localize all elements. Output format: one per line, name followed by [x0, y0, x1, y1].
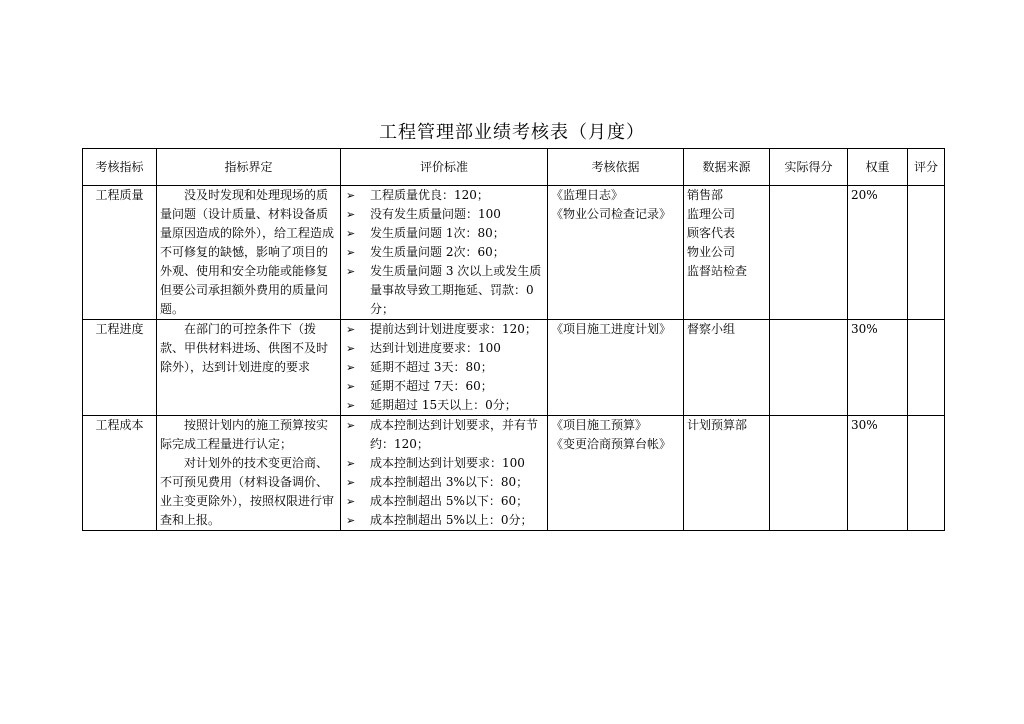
criteria-item	[344, 205, 544, 224]
source-item: 销售部	[687, 188, 724, 202]
weight-cell: 30%	[848, 416, 908, 531]
actual-score-cell[interactable]	[770, 416, 848, 531]
source-item: 物业公司	[687, 245, 736, 259]
header-definition: 指标界定	[157, 149, 341, 186]
definition-paragraph: 按照计划内的施工预算按实际完成工程量进行认定；	[160, 418, 329, 451]
table-row	[83, 320, 945, 416]
basis-item: 《变更洽商预算台帐》	[551, 437, 672, 451]
arrow-bullet-icon: ➢	[346, 399, 356, 412]
header-row	[83, 149, 945, 186]
criteria-text: 成本控制超出 3%以下：80；	[370, 475, 529, 489]
source-cell	[684, 186, 770, 320]
definition-cell	[157, 320, 341, 416]
criteria-text: 达到计划进度要求：100	[370, 341, 501, 355]
basis-item: 《监理日志》	[551, 188, 624, 202]
basis-item: 《物业公司检查记录》	[551, 207, 672, 221]
arrow-bullet-icon: ➢	[346, 419, 356, 432]
criteria-text: 成本控制达到计划要求：100	[370, 456, 525, 470]
criteria-cell	[341, 186, 548, 320]
definition-paragraph: 没及时发现和处理现场的质量问题（设计质量、材料设备质量原因造成的除外），给工程造成不可修复的缺憾，影响了项目的外观、使用和安全功能或能修复但要公司承担额外费用的质量问题。	[160, 188, 335, 316]
score-cell[interactable]	[908, 186, 945, 320]
criteria-item	[344, 262, 544, 319]
criteria-text: 延期超过 15天以上：0分；	[370, 398, 517, 412]
header-score: 评分	[908, 149, 945, 186]
criteria-text: 提前达到计划进度要求：120；	[370, 322, 537, 336]
definition-paragraph: 对计划外的技术变更洽商、不可预见费用（材料设备调价、业主变更除外），按照权限进行审查和上报。	[160, 456, 335, 527]
criteria-text: 发生质量问题 1次：80；	[370, 226, 505, 240]
criteria-text: 成本控制超出 5%以下：60；	[370, 494, 529, 508]
criteria-item	[344, 454, 544, 473]
basis-item: 《项目施工预算》	[551, 418, 648, 432]
criteria-item	[344, 377, 544, 396]
basis-cell	[548, 416, 684, 531]
actual-score-cell[interactable]	[770, 186, 848, 320]
weight-cell: 30%	[848, 320, 908, 416]
weight-cell: 20%	[848, 186, 908, 320]
criteria-text: 发生质量问题 2次：60；	[370, 245, 505, 259]
arrow-bullet-icon: ➢	[346, 457, 356, 470]
score-cell[interactable]	[908, 320, 945, 416]
arrow-bullet-icon: ➢	[346, 342, 356, 355]
arrow-bullet-icon: ➢	[346, 380, 356, 393]
actual-score-cell[interactable]	[770, 320, 848, 416]
document-title: 工程管理部业绩考核表（月度）	[379, 122, 645, 143]
criteria-text: 成本控制超出 5%以上：0分；	[370, 513, 533, 527]
arrow-bullet-icon: ➢	[346, 189, 356, 202]
source-item: 计划预算部	[687, 418, 748, 432]
source-item: 督察小组	[687, 322, 736, 336]
header-criteria: 评价标准	[341, 149, 548, 186]
source-cell	[684, 320, 770, 416]
arrow-bullet-icon: ➢	[346, 495, 356, 508]
arrow-bullet-icon: ➢	[346, 323, 356, 336]
criteria-item	[344, 416, 544, 454]
score-cell[interactable]	[908, 416, 945, 531]
assessment-table	[82, 148, 945, 531]
definition-paragraph: 在部门的可控条件下（拨款、甲供材料进场、供图不及时除外），达到计划进度的要求	[160, 322, 329, 374]
arrow-bullet-icon: ➢	[346, 361, 356, 374]
criteria-item	[344, 243, 544, 262]
header-metric: 考核指标	[83, 149, 157, 186]
basis-item: 《项目施工进度计划》	[551, 322, 672, 336]
source-item: 监督站检查	[687, 264, 748, 278]
header-weight: 权重	[848, 149, 908, 186]
criteria-item	[344, 473, 544, 492]
source-cell	[684, 416, 770, 531]
header-actual-score: 实际得分	[770, 149, 848, 186]
metric-cell: 工程成本	[83, 416, 157, 531]
criteria-text: 延期不超过 7天：60；	[370, 379, 493, 393]
definition-cell	[157, 416, 341, 531]
criteria-text: 延期不超过 3天：80；	[370, 360, 493, 374]
arrow-bullet-icon: ➢	[346, 208, 356, 221]
criteria-item	[344, 358, 544, 377]
table-row	[83, 416, 945, 531]
source-item: 顾客代表	[687, 226, 736, 240]
criteria-cell	[341, 416, 548, 531]
basis-cell	[548, 186, 684, 320]
metric-cell: 工程质量	[83, 186, 157, 320]
criteria-list	[344, 186, 544, 319]
criteria-text: 发生质量问题 3 次以上或发生质量事故导致工期拖延、罚款：0分；	[370, 264, 542, 316]
arrow-bullet-icon: ➢	[346, 476, 356, 489]
criteria-list	[344, 320, 544, 415]
criteria-text: 成本控制达到计划要求，并有节约：120；	[370, 418, 539, 451]
criteria-item	[344, 396, 544, 415]
criteria-text: 没有发生质量问题：100	[370, 207, 501, 221]
criteria-item	[344, 492, 544, 511]
arrow-bullet-icon: ➢	[346, 227, 356, 240]
metric-cell: 工程进度	[83, 320, 157, 416]
criteria-item	[344, 320, 544, 339]
definition-cell	[157, 186, 341, 320]
criteria-list	[344, 416, 544, 530]
arrow-bullet-icon: ➢	[346, 265, 356, 278]
basis-cell	[548, 320, 684, 416]
source-item: 监理公司	[687, 207, 736, 221]
criteria-item	[344, 339, 544, 358]
header-source: 数据来源	[684, 149, 770, 186]
criteria-item	[344, 224, 544, 243]
table-row	[83, 186, 945, 320]
criteria-item	[344, 186, 544, 205]
criteria-cell	[341, 320, 548, 416]
criteria-item	[344, 511, 544, 530]
arrow-bullet-icon: ➢	[346, 246, 356, 259]
header-basis: 考核依据	[548, 149, 684, 186]
criteria-text: 工程质量优良：120；	[370, 188, 489, 202]
arrow-bullet-icon: ➢	[346, 514, 356, 527]
